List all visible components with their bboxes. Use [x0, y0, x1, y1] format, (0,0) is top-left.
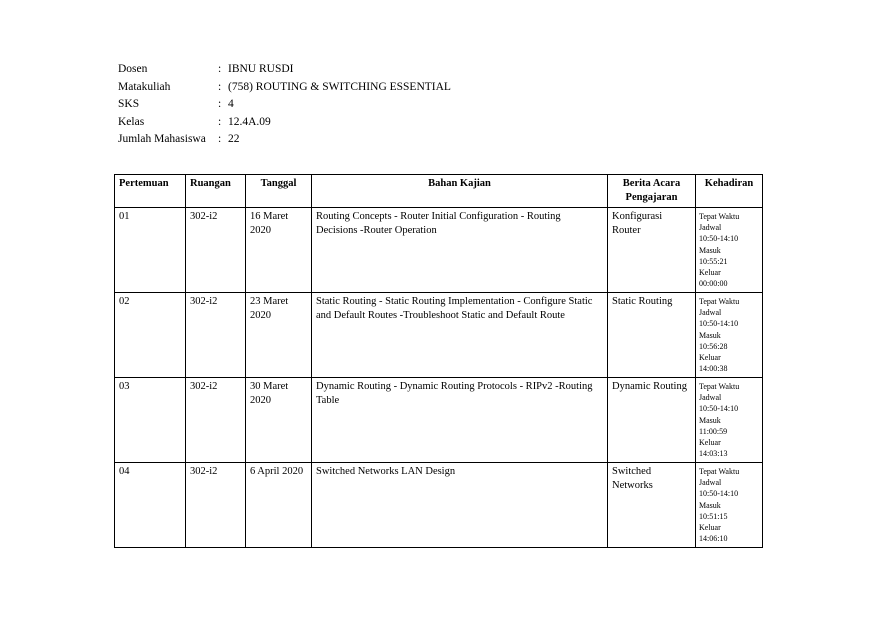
info-separator: : — [218, 80, 222, 93]
kehadiran-masuk-label: Masuk — [699, 330, 721, 340]
header-berita-acara: Berita Acara Pengajaran — [608, 175, 696, 208]
info-separator: : — [218, 115, 222, 128]
kehadiran-keluar-label: Keluar — [699, 353, 721, 363]
info-row-kelas — [118, 114, 451, 132]
cell-kehadiran — [696, 293, 763, 378]
kehadiran-masuk-value: 11:00:59 — [699, 426, 728, 436]
header-pertemuan: Pertemuan — [115, 175, 186, 208]
table-row — [115, 378, 763, 463]
info-label: Jumlah Mahasiswa — [118, 133, 206, 145]
info-row-matakuliah — [118, 79, 451, 97]
kehadiran-jadwal-label: Jadwal — [699, 308, 722, 318]
cell-kehadiran — [696, 463, 763, 548]
info-value: 22 — [228, 133, 240, 145]
info-row-sks — [118, 96, 451, 114]
info-row-jumlah-mahasiswa — [118, 131, 451, 149]
kehadiran-status: Tepat Waktu — [699, 297, 740, 306]
kehadiran-masuk-label: Masuk — [699, 245, 721, 255]
kehadiran-jadwal-label: Jadwal — [699, 478, 722, 488]
kehadiran-keluar-value: 14:06:10 — [699, 534, 728, 544]
cell-ruangan: 302-i2 — [186, 378, 246, 463]
cell-ruangan: 302-i2 — [186, 293, 246, 378]
header-tanggal: Tanggal — [246, 175, 312, 208]
table-row — [115, 208, 763, 293]
header-ruangan: Ruangan — [186, 175, 246, 208]
info-label: Matakuliah — [118, 80, 171, 93]
kehadiran-masuk-value: 10:55:21 — [699, 256, 728, 266]
header-bahan-kajian: Bahan Kajian — [312, 175, 608, 208]
cell-bahan-kajian: Dynamic Routing - Dynamic Routing Protocols - RIPv2 -Routing Table — [312, 378, 608, 463]
kehadiran-jadwal-label: Jadwal — [699, 223, 722, 233]
cell-kehadiran — [696, 208, 763, 293]
kehadiran-keluar-value: 14:03:13 — [699, 449, 728, 459]
info-value: (758) ROUTING & SWITCHING ESSENTIAL — [228, 80, 451, 93]
kehadiran-jadwal-value: 10:50-14:10 — [699, 319, 739, 329]
cell-ruangan: 302-i2 — [186, 208, 246, 293]
cell-tanggal: 30 Maret 2020 — [246, 378, 312, 463]
cell-tanggal: 23 Maret 2020 — [246, 293, 312, 378]
cell-berita-acara: Switched Networks — [608, 463, 696, 548]
cell-kehadiran — [696, 378, 763, 463]
info-row-dosen — [118, 61, 451, 79]
info-label: Dosen — [118, 63, 148, 75]
attendance-table — [114, 174, 763, 548]
kehadiran-jadwal-value: 10:50-14:10 — [699, 489, 739, 499]
info-value: IBNU RUSDI — [228, 63, 294, 75]
info-separator: : — [218, 63, 222, 75]
cell-tanggal: 16 Maret 2020 — [246, 208, 312, 293]
kehadiran-masuk-label: Masuk — [699, 415, 721, 425]
kehadiran-keluar-value: 14:00:38 — [699, 364, 728, 374]
kehadiran-jadwal-value: 10:50-14:10 — [699, 404, 739, 414]
kehadiran-jadwal-label: Jadwal — [699, 393, 722, 403]
table-header-row — [115, 175, 763, 208]
kehadiran-status: Tepat Waktu — [699, 212, 740, 221]
cell-pertemuan: 01 — [115, 208, 186, 293]
course-info — [118, 61, 451, 149]
cell-pertemuan: 04 — [115, 463, 186, 548]
info-separator: : — [218, 133, 222, 145]
kehadiran-keluar-label: Keluar — [699, 438, 721, 448]
table-row — [115, 463, 763, 548]
info-label: Kelas — [118, 115, 145, 128]
cell-tanggal: 6 April 2020 — [246, 463, 312, 548]
info-label: SKS — [118, 98, 140, 110]
kehadiran-masuk-value: 10:51:15 — [699, 511, 728, 521]
info-value: 12.4A.09 — [228, 115, 271, 128]
kehadiran-status: Tepat Waktu — [699, 467, 740, 476]
kehadiran-jadwal-value: 10:50-14:10 — [699, 234, 739, 244]
kehadiran-masuk-value: 10:56:28 — [699, 341, 728, 351]
info-separator: : — [218, 98, 222, 110]
table-row — [115, 293, 763, 378]
cell-berita-acara: Dynamic Routing — [608, 378, 696, 463]
kehadiran-masuk-label: Masuk — [699, 500, 721, 510]
info-value: 4 — [228, 98, 234, 110]
kehadiran-keluar-label: Keluar — [699, 268, 721, 278]
cell-bahan-kajian: Static Routing - Static Routing Implementation - Configure Static and Default Routes -Troubleshoot Static and Default Route — [312, 293, 608, 378]
cell-ruangan: 302-i2 — [186, 463, 246, 548]
kehadiran-keluar-label: Keluar — [699, 523, 721, 533]
cell-berita-acara: Konfigurasi Router — [608, 208, 696, 293]
cell-berita-acara: Static Routing — [608, 293, 696, 378]
cell-bahan-kajian: Routing Concepts - Router Initial Configuration - Routing Decisions -Router Operation — [312, 208, 608, 293]
cell-pertemuan: 02 — [115, 293, 186, 378]
cell-pertemuan: 03 — [115, 378, 186, 463]
header-kehadiran: Kehadiran — [696, 175, 763, 208]
kehadiran-status: Tepat Waktu — [699, 382, 740, 391]
cell-bahan-kajian: Switched Networks LAN Design — [312, 463, 608, 548]
kehadiran-keluar-value: 00:00:00 — [699, 279, 728, 289]
